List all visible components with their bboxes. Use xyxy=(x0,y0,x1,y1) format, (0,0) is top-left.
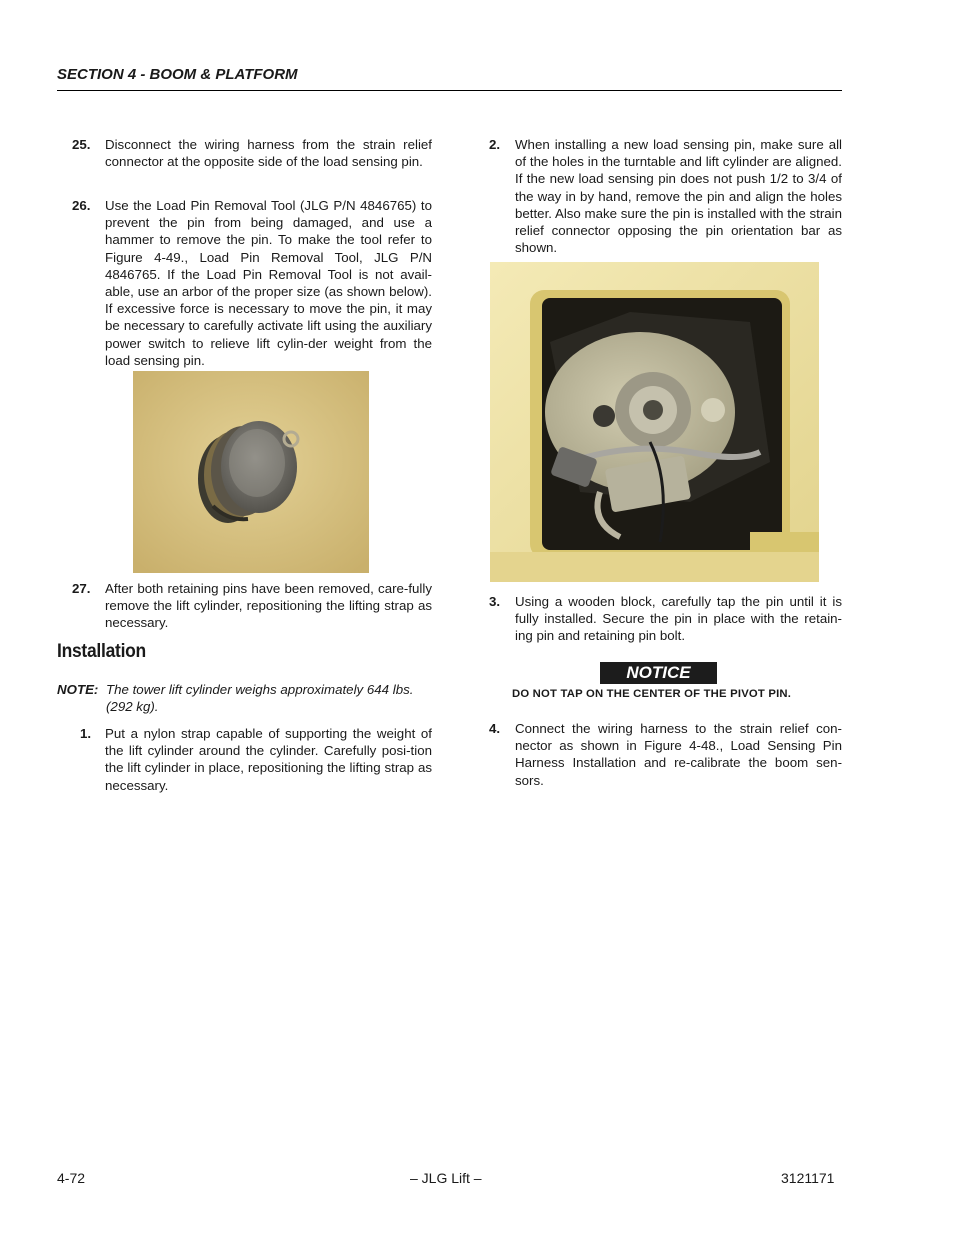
step-number: 26. xyxy=(72,198,91,213)
install-step-3 xyxy=(489,593,842,645)
step-number: 1. xyxy=(80,726,92,741)
step-text: Connect the wiring harness to the strain relief con-nector as shown in Figure 4-48., Load Sensing Pin Harness Installation and re-calibrate the boom sen-sors. xyxy=(515,721,842,788)
arbor-photo-image xyxy=(133,371,369,573)
step-text: Using a wooden block, carefully tap the pin until it is fully installed. Secure the pin in place with the retain-ing pin and retaining pin bolt. xyxy=(515,594,842,644)
step-text: When installing a new load sensing pin, make sure all of the holes in the turntable and lift cylinder are aligned. If the new load sensing pin does not push 1/2 to 3/4 of the way in by hand, remove the pin and align the holes better. Also make sure the pin is installed with the strain relief connector opposing the pin orientation bar as shown. xyxy=(515,137,842,256)
note-label: NOTE: xyxy=(57,682,99,697)
step-number: 3. xyxy=(489,594,501,609)
step-text: Put a nylon strap capable of supporting the weight of the lift cylinder around the cylinder. Carefully posi-tion the lift cylinder in place, repositioning the lifting strap as necessary. xyxy=(105,726,432,793)
section-header: SECTION 4 - BOOM & PLATFORM xyxy=(57,66,298,83)
step-number: 27. xyxy=(72,581,91,596)
footer-center: – JLG Lift – xyxy=(410,1170,482,1186)
installed-pin-photo xyxy=(490,262,819,582)
install-step-2 xyxy=(489,136,842,256)
step-number: 4. xyxy=(489,721,501,736)
notice-text: DO NOT TAP ON THE CENTER OF THE PIVOT PIN. xyxy=(512,688,792,700)
notice-badge: NOTICE xyxy=(600,662,717,684)
installation-heading: Installation xyxy=(57,641,146,662)
install-step-1 xyxy=(72,725,432,794)
header-divider xyxy=(57,90,842,91)
install-step-4 xyxy=(489,720,842,789)
step-26 xyxy=(72,197,432,369)
step-25 xyxy=(72,136,432,170)
page-number: 4-72 xyxy=(57,1170,86,1186)
step-number: 2. xyxy=(489,137,501,152)
step-27 xyxy=(72,580,432,632)
document-number: 3121171 xyxy=(781,1170,835,1186)
load-pin-arbor-photo xyxy=(133,371,369,573)
installed-pin-image xyxy=(490,262,819,582)
step-number: 25. xyxy=(72,137,91,152)
step-text: Disconnect the wiring harness from the strain relief connector at the opposite side of the load sensing pin. xyxy=(105,137,432,170)
note-text: The tower lift cylinder weighs approximately 644 lbs. (292 kg). xyxy=(106,682,414,714)
weight-note xyxy=(57,681,437,715)
step-text: After both retaining pins have been removed, care-fully remove the lift cylinder, repositioning the lifting strap as necessary. xyxy=(105,581,432,631)
step-text: Use the Load Pin Removal Tool (JLG P/N 4846765) to prevent the pin from being damaged, and use a hammer to remove the pin. To make the tool refer to Figure 4-49., Load Pin Removal Tool, JLG P/N 4846765. If the Load Pin Removal Tool is not avail-able, use an arbor of the proper size (as shown below). If excessive force is necessary to move the pin, it may be necessary to carefully activate lift using the auxiliary power switch to relieve lift cylin-der weight from the load sensing pin. xyxy=(105,198,432,368)
